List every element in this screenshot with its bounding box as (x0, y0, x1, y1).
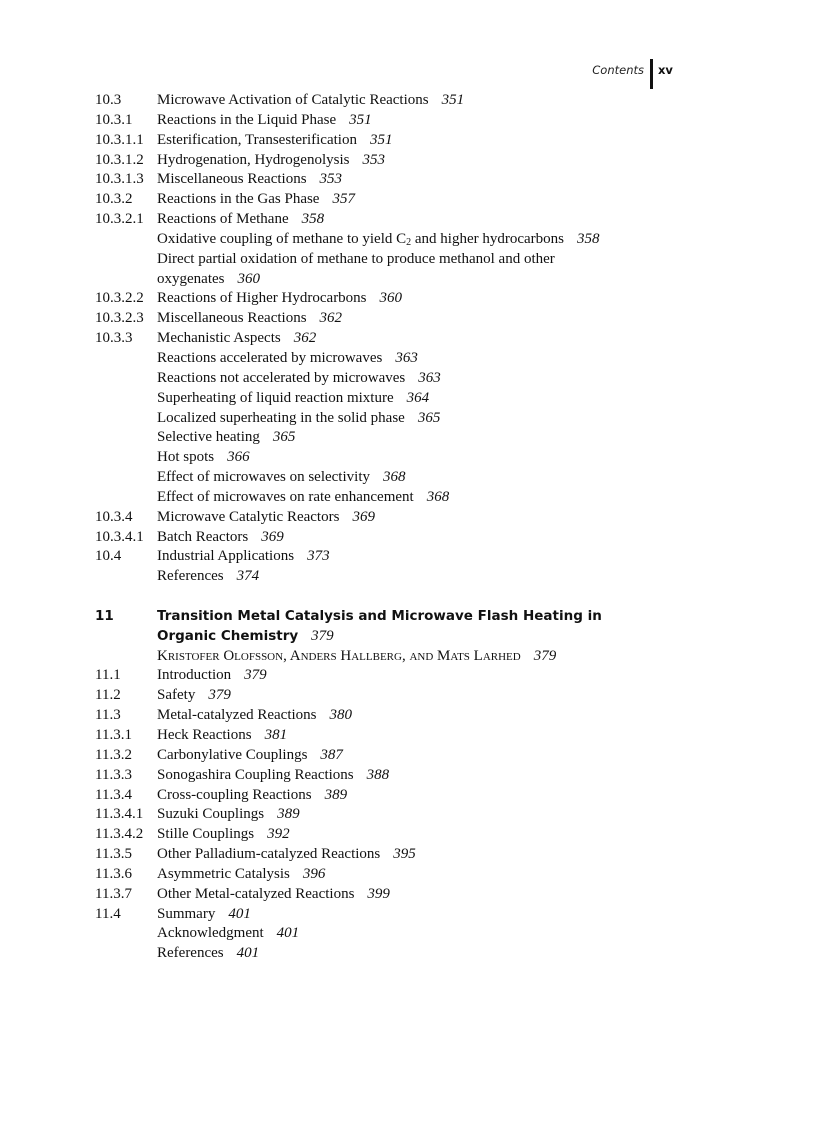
toc-entry-title (157, 428, 295, 448)
toc-entry (95, 190, 735, 210)
toc-entry-number: 10.3.1.1 (95, 131, 144, 148)
chapter-title-line1: Transition Metal Catalysis and Microwave Flash Heating in (157, 607, 602, 624)
toc-entry (95, 528, 735, 548)
toc-entry-title-text: Metal-catalyzed Reactions (157, 707, 317, 724)
toc-entry-title (157, 825, 290, 845)
toc-entry-page: 389 (324, 786, 348, 803)
toc-entry-title-text: Industrial Applications (157, 548, 295, 565)
toc-entry-title (157, 766, 389, 786)
toc-entry-page: 351 (349, 111, 372, 128)
page-number: xv (658, 63, 673, 77)
toc-entry-page: 351 (441, 92, 465, 108)
toc-entry-number: 10.3.2.3 (95, 310, 144, 327)
toc-entry-title (157, 865, 325, 885)
toc-entry-title (157, 230, 600, 250)
toc-entry (95, 329, 735, 349)
toc-entry (95, 905, 735, 925)
toc-entry-title (157, 389, 429, 409)
toc-entry-title (157, 944, 259, 964)
toc-entry-title (157, 508, 375, 528)
toc-entry-title (157, 786, 347, 806)
toc-entry (95, 944, 735, 964)
toc-entry (95, 924, 735, 944)
toc-entry-title-text: Other Palladium-catalyzed Reactions (157, 846, 381, 863)
toc-entry-page: 389 (277, 806, 300, 823)
toc-entry (95, 349, 735, 369)
toc-entry-title-text: Microwave Activation of Catalytic Reactions (157, 92, 429, 108)
chapter-title-line2: Organic Chemistry (157, 627, 299, 644)
chapter-number: 11 (95, 607, 114, 624)
toc-entry-number: 10.3.3 (95, 330, 133, 347)
toc-entry-number: 11.3.4.2 (95, 826, 144, 843)
toc-entry (95, 369, 735, 389)
toc-entry-title-text: Other Metal-catalyzed Reactions (157, 885, 355, 902)
toc-entry-page: 392 (267, 826, 290, 843)
toc-entry-page: 401 (228, 905, 251, 922)
toc-entry-page: 387 (320, 746, 343, 763)
toc-entry-title-text: Reactions accelerated by microwaves (157, 349, 383, 366)
toc-entry (95, 686, 735, 706)
toc-entry-title-text: References (157, 945, 224, 962)
toc-entry-number: 11.4 (95, 905, 121, 922)
toc-entry-number: 10.3.2.1 (95, 211, 144, 228)
toc-entry (95, 131, 735, 151)
toc-entry-number: 11.3.4.1 (95, 806, 144, 823)
toc-entry-title-text: Summary (157, 905, 216, 922)
toc-entry-page: 379 (208, 687, 231, 704)
toc-entry-page: 360 (379, 290, 403, 307)
toc-entry (95, 91, 735, 111)
toc-entry-title (157, 91, 464, 111)
toc-entry-title (157, 289, 402, 309)
chapter-11-heading (95, 607, 735, 667)
toc-entry-page: 362 (293, 330, 317, 347)
toc-entry-title (157, 547, 330, 567)
toc-entry-title (157, 329, 316, 349)
toc-entry-title-text: Effect of microwaves on selectivity (157, 469, 370, 486)
toc-entry-page: 360 (237, 270, 260, 287)
toc-entry-subscript: 2 (406, 236, 412, 248)
toc-entry-title (157, 131, 392, 151)
chapter-title-row (95, 607, 735, 627)
toc-entry-title-text: Asymmetric Catalysis (157, 865, 290, 882)
toc-entry-page: 364 (406, 389, 430, 406)
toc-entry-title (157, 885, 390, 905)
toc-entry-title-part: and higher hydrocarbons (411, 230, 564, 247)
toc-entry (95, 706, 735, 726)
chapter-title-row-2 (95, 627, 735, 647)
toc-entry-page: 379 (244, 667, 267, 684)
toc-entry-number: 10.3.2.2 (95, 290, 144, 307)
toc-entry-title (157, 924, 299, 944)
running-header-label: Contents (592, 63, 644, 77)
toc-entry-title (157, 170, 342, 190)
toc-entry-page: 396 (302, 865, 326, 882)
toc-entry-title (157, 190, 355, 210)
toc-entry-title-text: oxygenates (157, 270, 225, 287)
toc-entry-number: 11.3.2 (95, 746, 132, 763)
toc-entry-number: 11.3.6 (95, 865, 132, 882)
toc-entry-number: 10.3.4 (95, 508, 133, 525)
toc-entry-number: 11.3.3 (95, 766, 132, 783)
toc-entry-title-text: Batch Reactors (157, 528, 249, 545)
toc-entry-title (157, 468, 405, 488)
toc-entry-page: 358 (301, 211, 325, 228)
toc-entry-number: 11.3.7 (95, 885, 132, 902)
toc-entry-number: 10.3.1.3 (95, 171, 144, 188)
toc-entry (95, 865, 735, 885)
toc-entry-page: 353 (362, 151, 385, 168)
toc-entry-title-text: Reactions of Methane (157, 211, 289, 228)
toc-entry-title-text: Acknowledgment (157, 925, 264, 942)
chapter-authors-row (95, 647, 735, 667)
header-divider (650, 59, 653, 89)
toc-entry (95, 666, 735, 686)
toc-entry (95, 270, 735, 290)
toc-entry (95, 488, 735, 508)
toc-entry-title (157, 686, 231, 706)
toc-entry-title (157, 309, 342, 329)
toc-entry-page: 369 (261, 528, 284, 545)
toc-entry-title-text: Reactions in the Liquid Phase (157, 111, 337, 128)
toc-entry-number: 10.3 (95, 92, 122, 108)
toc-entry (95, 230, 735, 250)
toc-entry-title-text: Hydrogenation, Hydrogenolysis (157, 151, 350, 168)
toc-entry (95, 448, 735, 468)
toc-entry-title (157, 151, 385, 171)
toc-entry-title-text: Reactions not accelerated by microwaves (157, 369, 406, 386)
toc-entry-title-text: Cross-coupling Reactions (157, 786, 312, 803)
toc-entry (95, 170, 735, 190)
toc-entry (95, 389, 735, 409)
toc-entry-title-text: Mechanistic Aspects (157, 330, 281, 347)
toc-entry-page: 351 (369, 131, 393, 148)
toc-entry (95, 825, 735, 845)
toc-entry (95, 845, 735, 865)
toc-entry-page: 381 (264, 727, 288, 743)
toc-entry (95, 428, 735, 448)
toc-entry-title (157, 488, 449, 508)
toc-entry-number: 11.3.4 (95, 786, 132, 803)
toc-entry-title-text: Localized superheating in the solid phase (157, 409, 405, 426)
toc-entry-title-part: Oxidative coupling of methane to yield C (157, 230, 407, 247)
toc-entry (95, 786, 735, 806)
toc-entry-title (157, 805, 300, 825)
toc-entry-page: 374 (236, 568, 260, 585)
toc-entry-page: 369 (352, 508, 375, 525)
chapter-11-entries (95, 666, 735, 964)
toc-entry-page: 380 (329, 707, 353, 724)
toc-entry-title-text: Miscellaneous Reactions (157, 171, 307, 188)
toc-entry-title-text: Reactions in the Gas Phase (157, 191, 320, 208)
toc-entry-number: 11.3 (95, 707, 121, 724)
toc-entry-title (157, 250, 555, 270)
toc-entry-number: 10.3.1 (95, 111, 133, 128)
toc-entry-number: 11.3.1 (95, 727, 132, 743)
toc-entry-number: 10.3.1.2 (95, 151, 144, 168)
toc-entry-page: 365 (272, 429, 296, 446)
toc-entry (95, 726, 735, 746)
toc-entry-title-text: Selective heating (157, 429, 260, 446)
toc-entry-title (157, 845, 416, 865)
toc-entry (95, 766, 735, 786)
toc-entry-page: 399 (367, 885, 390, 902)
toc-entry (95, 547, 735, 567)
toc-entry (95, 250, 735, 270)
chapter-authors: Kristofer Olofsson, Anders Hallberg, and Mats Larhed (157, 647, 521, 664)
toc-entry-page: 358 (577, 230, 600, 247)
toc-entry-number: 11.1 (95, 667, 121, 684)
toc-entry-page: 401 (236, 945, 260, 962)
toc-entry-page: 366 (227, 449, 250, 466)
toc-entry-number: 11.2 (95, 687, 121, 704)
toc-entry-title-text: Sonogashira Coupling Reactions (157, 766, 354, 783)
chapter-authors-page: 379 (533, 647, 557, 664)
toc-entry-page: 368 (426, 488, 450, 505)
toc-entry-number: 10.3.4.1 (95, 528, 144, 545)
section-gap (95, 587, 735, 607)
toc-entry-title-text: Reactions of Higher Hydrocarbons (157, 290, 367, 307)
toc-entry-title (157, 409, 440, 429)
toc-entry-page: 365 (417, 409, 441, 426)
toc-entry (95, 885, 735, 905)
toc-entry-title-text: References (157, 568, 224, 585)
toc-entry-title-text: Superheating of liquid reaction mixture (157, 389, 394, 406)
toc-entry-title (157, 210, 324, 230)
running-header (0, 59, 816, 91)
toc-entry-number: 10.4 (95, 548, 122, 565)
toc-entry-title (157, 726, 287, 746)
toc-entry-page: 368 (382, 469, 406, 486)
toc-entry-title-text: Introduction (157, 667, 232, 684)
toc-entry-title-text: Safety (157, 687, 196, 704)
toc-entry-title (157, 349, 418, 369)
toc-entry-title (157, 567, 259, 587)
chapter-page: 379 (311, 627, 334, 644)
toc-entry (95, 567, 735, 587)
toc-entry-title-text: Carbonylative Couplings (157, 746, 308, 763)
toc-entry-title-text: Suzuki Couplings (157, 806, 265, 823)
toc-entry-number: 10.3.2 (95, 191, 133, 208)
toc-entry (95, 508, 735, 528)
toc-entry-page: 388 (366, 766, 390, 783)
toc-entry (95, 151, 735, 171)
toc-entry-page: 373 (307, 548, 330, 565)
toc-entry-title-text: Miscellaneous Reactions (157, 310, 307, 327)
toc-entry-title-text: Stille Couplings (157, 826, 255, 843)
toc-entry (95, 210, 735, 230)
toc-entry-title (157, 706, 352, 726)
toc-entry-title (157, 905, 251, 925)
toc-entry-page: 353 (319, 171, 343, 188)
toc-entry-page: 362 (319, 310, 343, 327)
toc-entry-title-text: Microwave Catalytic Reactors (157, 508, 340, 525)
toc-entry-title (157, 746, 343, 766)
toc-entry (95, 111, 735, 131)
toc-entry-title-text: Effect of microwaves on rate enhancement (157, 488, 414, 505)
toc-entry-page: 401 (276, 925, 300, 942)
toc-entry (95, 746, 735, 766)
toc-entry-title-text: Heck Reactions (157, 727, 252, 743)
toc-entry-page: 357 (332, 191, 355, 208)
toc-entry-title-text: Hot spots (157, 449, 215, 466)
section-10-entries (95, 91, 735, 587)
toc-entry-page: 395 (393, 846, 416, 863)
toc-entry-title (157, 111, 372, 131)
toc-entry-title (157, 270, 260, 290)
toc-entry-page: 363 (418, 369, 441, 386)
toc-entry (95, 309, 735, 329)
toc-entry (95, 289, 735, 309)
toc-entry (95, 409, 735, 429)
toc-entry-title (157, 528, 284, 548)
toc-entry (95, 805, 735, 825)
toc-entry-title-text: Direct partial oxidation of methane to produce methanol and other (157, 250, 555, 267)
toc-entry-number: 11.3.5 (95, 846, 132, 863)
toc-entry (95, 468, 735, 488)
table-of-contents (95, 91, 735, 964)
toc-entry-title (157, 448, 250, 468)
toc-entry-title (157, 369, 441, 389)
toc-entry-page: 363 (395, 349, 418, 366)
toc-entry-title-text: Esterification, Transesterification (157, 131, 357, 148)
toc-entry-title (157, 666, 267, 686)
